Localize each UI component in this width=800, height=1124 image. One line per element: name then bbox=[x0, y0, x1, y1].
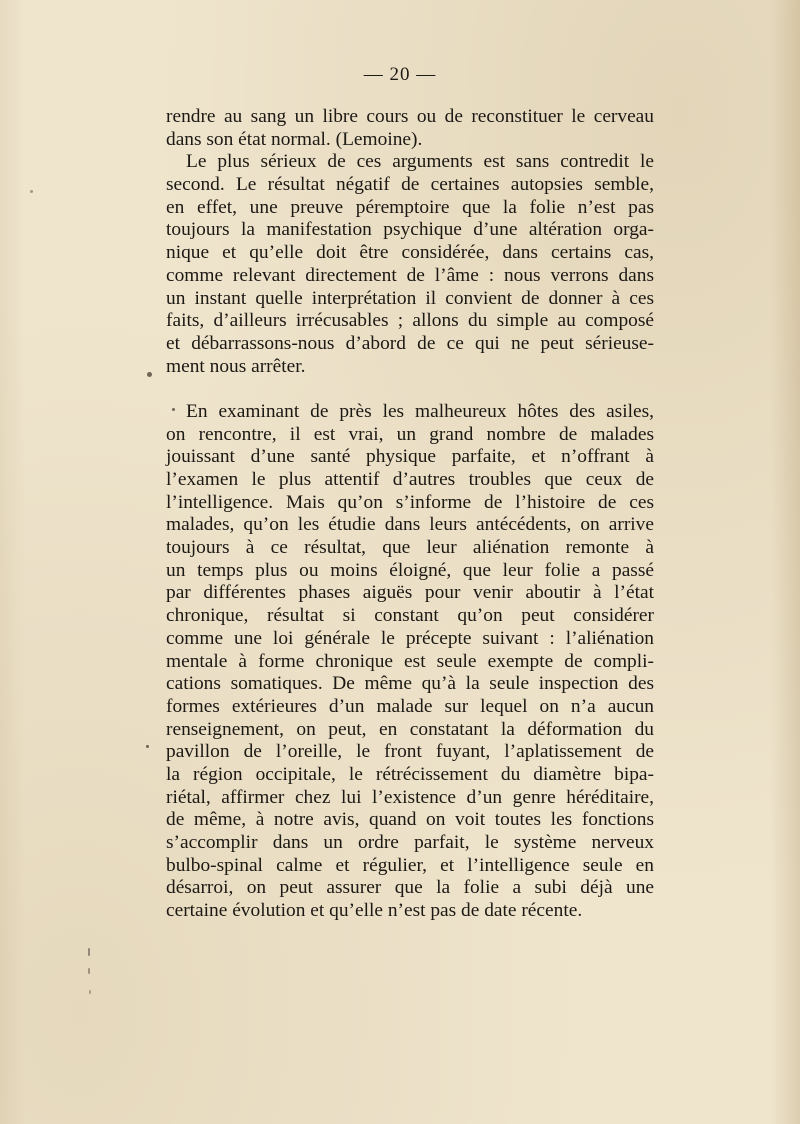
text-line: cations somatiques. De même qu’à la seule inspection des bbox=[166, 673, 654, 695]
ink-speck bbox=[146, 745, 149, 748]
text-line: un temps plus ou moins éloigné, que leur folie a passé bbox=[166, 559, 654, 581]
ink-speck bbox=[30, 190, 33, 193]
paragraph-3 bbox=[166, 401, 654, 923]
text-line: second. Le résultat négatif de certaines autopsies semble, bbox=[166, 174, 654, 196]
text-line: s’accomplir dans un ordre parfait, le système nerveux bbox=[166, 832, 654, 853]
text-line: ment nous arrêter. bbox=[166, 355, 306, 377]
text-line: bulbo-spinal calme et régulier, et l’intelligence seule en bbox=[166, 854, 654, 876]
ink-speck bbox=[88, 948, 90, 956]
text-line: chronique, résultat si constant qu’on peut considérer bbox=[166, 605, 654, 627]
text-line: en effet, une preuve péremptoire que la folie n’est pas bbox=[166, 196, 654, 218]
text-line: on rencontre, il est vrai, un grand nombre de malades bbox=[166, 423, 654, 445]
text-line: pavillon de l’oreille, le front fuyant, l’aplatissement de bbox=[166, 741, 654, 763]
text-line: rendre au sang un libre cours ou de reconstituer le cerveau bbox=[166, 106, 654, 127]
paragraph-gap bbox=[166, 378, 654, 401]
text-line: renseignement, on peut, en constatant la déformation du bbox=[166, 718, 654, 740]
text-line: toujours la manifestation psychique d’une altération orga- bbox=[166, 219, 654, 241]
ink-speck bbox=[89, 990, 91, 994]
text-line: de même, à notre avis, quand on voit toutes les fonctions bbox=[166, 809, 654, 831]
text-line: nique et qu’elle doit être considérée, dans certains cas, bbox=[166, 242, 654, 264]
ink-speck bbox=[147, 372, 152, 377]
text-line: Le plus sérieux de ces arguments est sans contredit le bbox=[186, 151, 654, 173]
text-line: comme une loi générale le précepte suivant : l’aliénation bbox=[166, 627, 654, 649]
text-line: comme relevant directement de l’âme : nous verrons dans bbox=[166, 264, 654, 286]
text-line: par différentes phases aiguës pour venir aboutir à l’état bbox=[166, 582, 654, 604]
text-line: l’intelligence. Mais qu’on s’informe de l’histoire de ces bbox=[166, 491, 654, 513]
body-text bbox=[166, 106, 654, 923]
paragraph-1 bbox=[166, 106, 654, 151]
page-number: — 20 — bbox=[363, 64, 437, 85]
text-line: dans son état normal. (Lemoine). bbox=[166, 128, 423, 150]
text-line: faits, d’ailleurs irrécusables ; allons du simple au composé bbox=[166, 310, 654, 332]
text-line: En examinant de près les malheureux hôtes des asiles, bbox=[186, 400, 654, 422]
text-line: jouissant d’une santé physique parfaite, et n’offrant à bbox=[166, 446, 654, 468]
paragraph-2 bbox=[166, 151, 654, 378]
text-line: et débarrassons-nous d’abord de ce qui ne peut sérieuse- bbox=[166, 332, 654, 354]
ink-speck bbox=[88, 968, 90, 974]
text-line: la région occipitale, le rétrécissement du diamètre bipa- bbox=[166, 763, 654, 785]
text-line: riétal, affirmer chez lui l’existence d’un genre héréditaire, bbox=[166, 786, 654, 808]
ink-speck bbox=[172, 408, 175, 411]
text-line: mentale à forme chronique est seule exempte de compli- bbox=[166, 650, 654, 672]
text-line: toujours à ce résultat, que leur aliénation remonte à bbox=[166, 537, 654, 559]
text-line: certaine évolution et qu’elle n’est pas de date récente. bbox=[166, 900, 583, 922]
text-line: malades, qu’on les étudie dans leurs antécédents, on arrive bbox=[166, 514, 654, 536]
text-line: un instant quelle interprétation il convient de donner à ces bbox=[166, 287, 654, 309]
text-line: l’examen le plus attentif d’autres troubles que ceux de bbox=[166, 469, 654, 490]
text-line: formes extérieures d’un malade sur lequel on n’a aucun bbox=[166, 695, 654, 717]
text-line: désarroi, on peut assurer que la folie a subi déjà une bbox=[166, 877, 654, 899]
